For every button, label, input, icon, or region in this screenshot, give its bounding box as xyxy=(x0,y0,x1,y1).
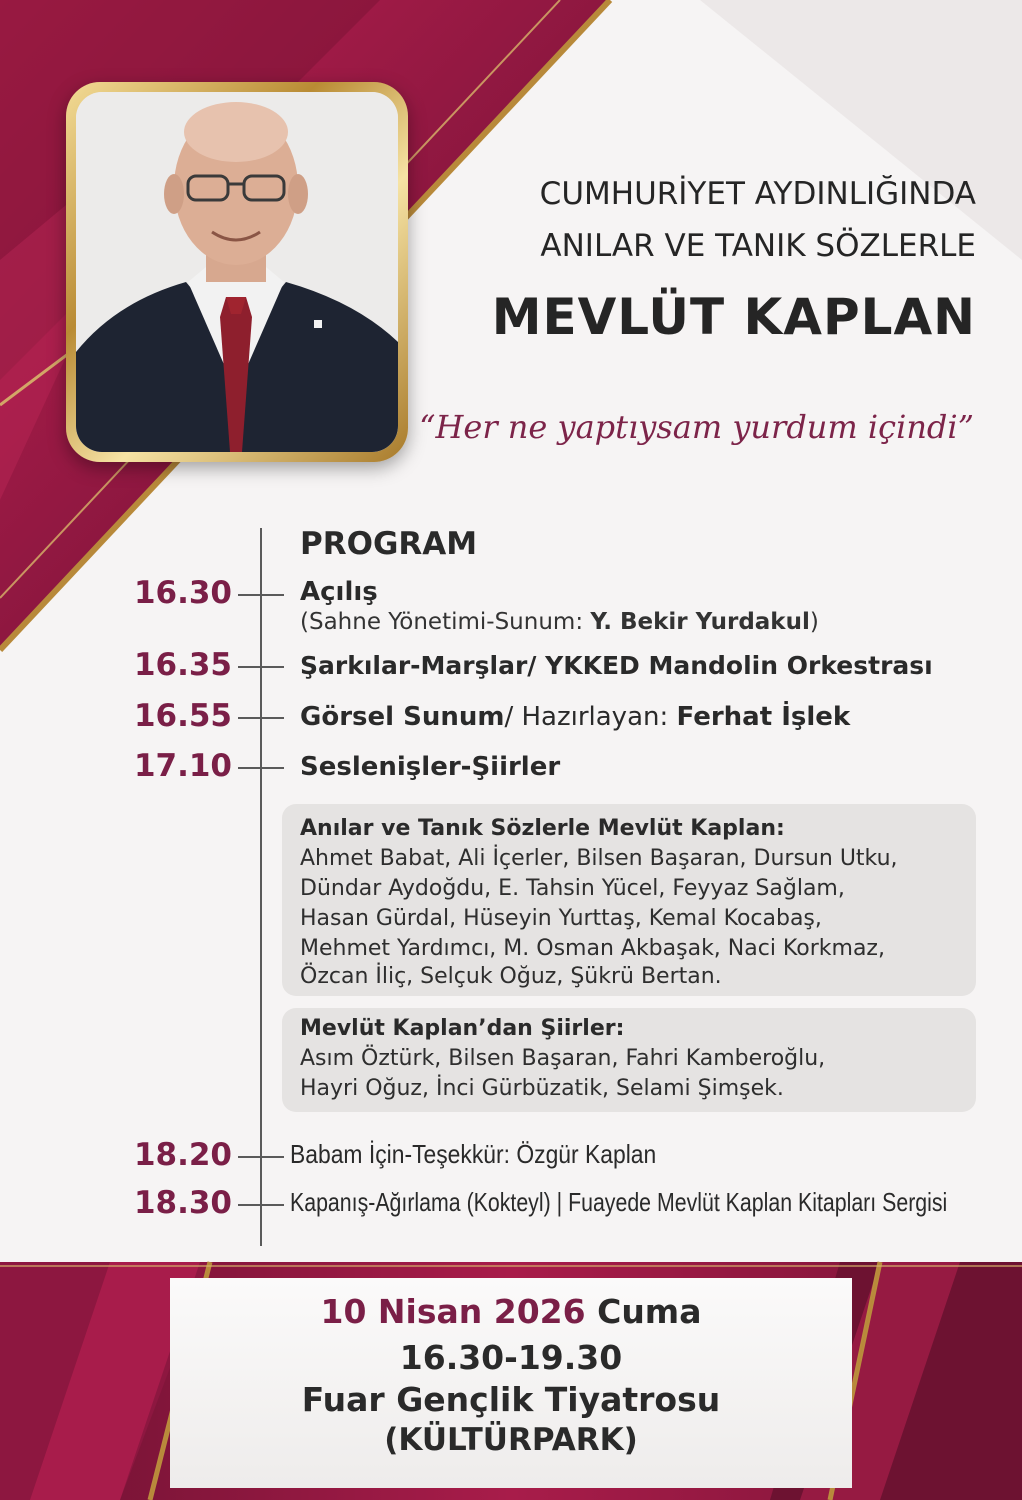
timeline-tick xyxy=(238,594,284,596)
honoree-name: MEVLÜT KAPLAN xyxy=(491,288,976,346)
timeline-tick xyxy=(238,767,284,769)
program-item-title: Açılış xyxy=(300,577,378,607)
box-line: Hayri Oğuz, İnci Gürbüzatik, Selami Şimşek. xyxy=(300,1076,784,1101)
program-item-title: Kapanış-Ağırlama (Kokteyl) | Fuayede Mevlüt Kaplan Kitapları Sergisi xyxy=(290,1187,948,1217)
poems-box xyxy=(282,1008,976,1112)
event-place: (KÜLTÜRPARK) xyxy=(384,1422,638,1458)
box-line: Özcan İliç, Selçuk Oğuz, Şükrü Bertan. xyxy=(300,964,722,989)
box-line: Asım Öztürk, Bilsen Başaran, Fahri Kamberoğlu, xyxy=(300,1046,826,1071)
program-item-title: Babam İçin-Teşekkür: Özgür Kaplan xyxy=(290,1139,657,1169)
portrait-frame xyxy=(66,82,408,462)
program-item-title: Seslenişler-Şiirler xyxy=(300,752,561,782)
timeline-tick xyxy=(238,1156,284,1158)
event-hours: 16.30-19.30 xyxy=(399,1338,623,1377)
program-item-title: Görsel Sunum/ Hazırlayan: Ferhat İşlek xyxy=(300,702,851,732)
quote: “Her ne yaptıysam yurdum içindi” xyxy=(419,408,974,446)
title-line-1: CUMHURİYET AYDINLIĞINDA xyxy=(539,176,976,212)
box-line: Hasan Gürdal, Hüseyin Yurttaş, Kemal Kocabaş, xyxy=(300,906,822,931)
portrait-photo xyxy=(76,92,398,452)
event-date: 10 Nisan 2026 Cuma xyxy=(320,1292,702,1331)
program-time: 18.30 xyxy=(133,1185,232,1221)
box-title: Anılar ve Tanık Sözlerle Mevlüt Kaplan: xyxy=(300,816,785,841)
program-time: 18.20 xyxy=(133,1137,232,1173)
program-time: 16.30 xyxy=(133,575,232,611)
box-line: Ahmet Babat, Ali İçerler, Bilsen Başaran, Dursun Utku, xyxy=(300,846,898,871)
portrait-illustration xyxy=(76,92,398,452)
participants-box xyxy=(282,804,976,996)
program-time: 16.35 xyxy=(133,647,232,683)
timeline-tick xyxy=(238,1204,284,1206)
program-time: 17.10 xyxy=(133,748,232,784)
program-heading: PROGRAM xyxy=(300,526,478,562)
program-item-title: Şarkılar-Marşlar/ YKKED Mandolin Orkestrası xyxy=(300,651,933,680)
program-item-sub: (Sahne Yönetimi-Sunum: Y. Bekir Yurdakul) xyxy=(300,609,819,635)
program-time: 16.55 xyxy=(133,698,232,734)
box-line: Dündar Aydoğdu, E. Tahsin Yücel, Feyyaz Sağlam, xyxy=(300,876,845,901)
timeline-tick xyxy=(238,717,284,719)
box-line: Mehmet Yardımcı, M. Osman Akbaşak, Naci Korkmaz, xyxy=(300,936,885,961)
event-venue: Fuar Gençlik Tiyatrosu xyxy=(301,1380,721,1419)
title-line-2: ANILAR VE TANIK SÖZLERLE xyxy=(540,228,976,264)
timeline-line xyxy=(260,528,262,1246)
box-title: Mevlüt Kaplan’dan Şiirler: xyxy=(300,1016,625,1041)
timeline-tick xyxy=(238,666,284,668)
